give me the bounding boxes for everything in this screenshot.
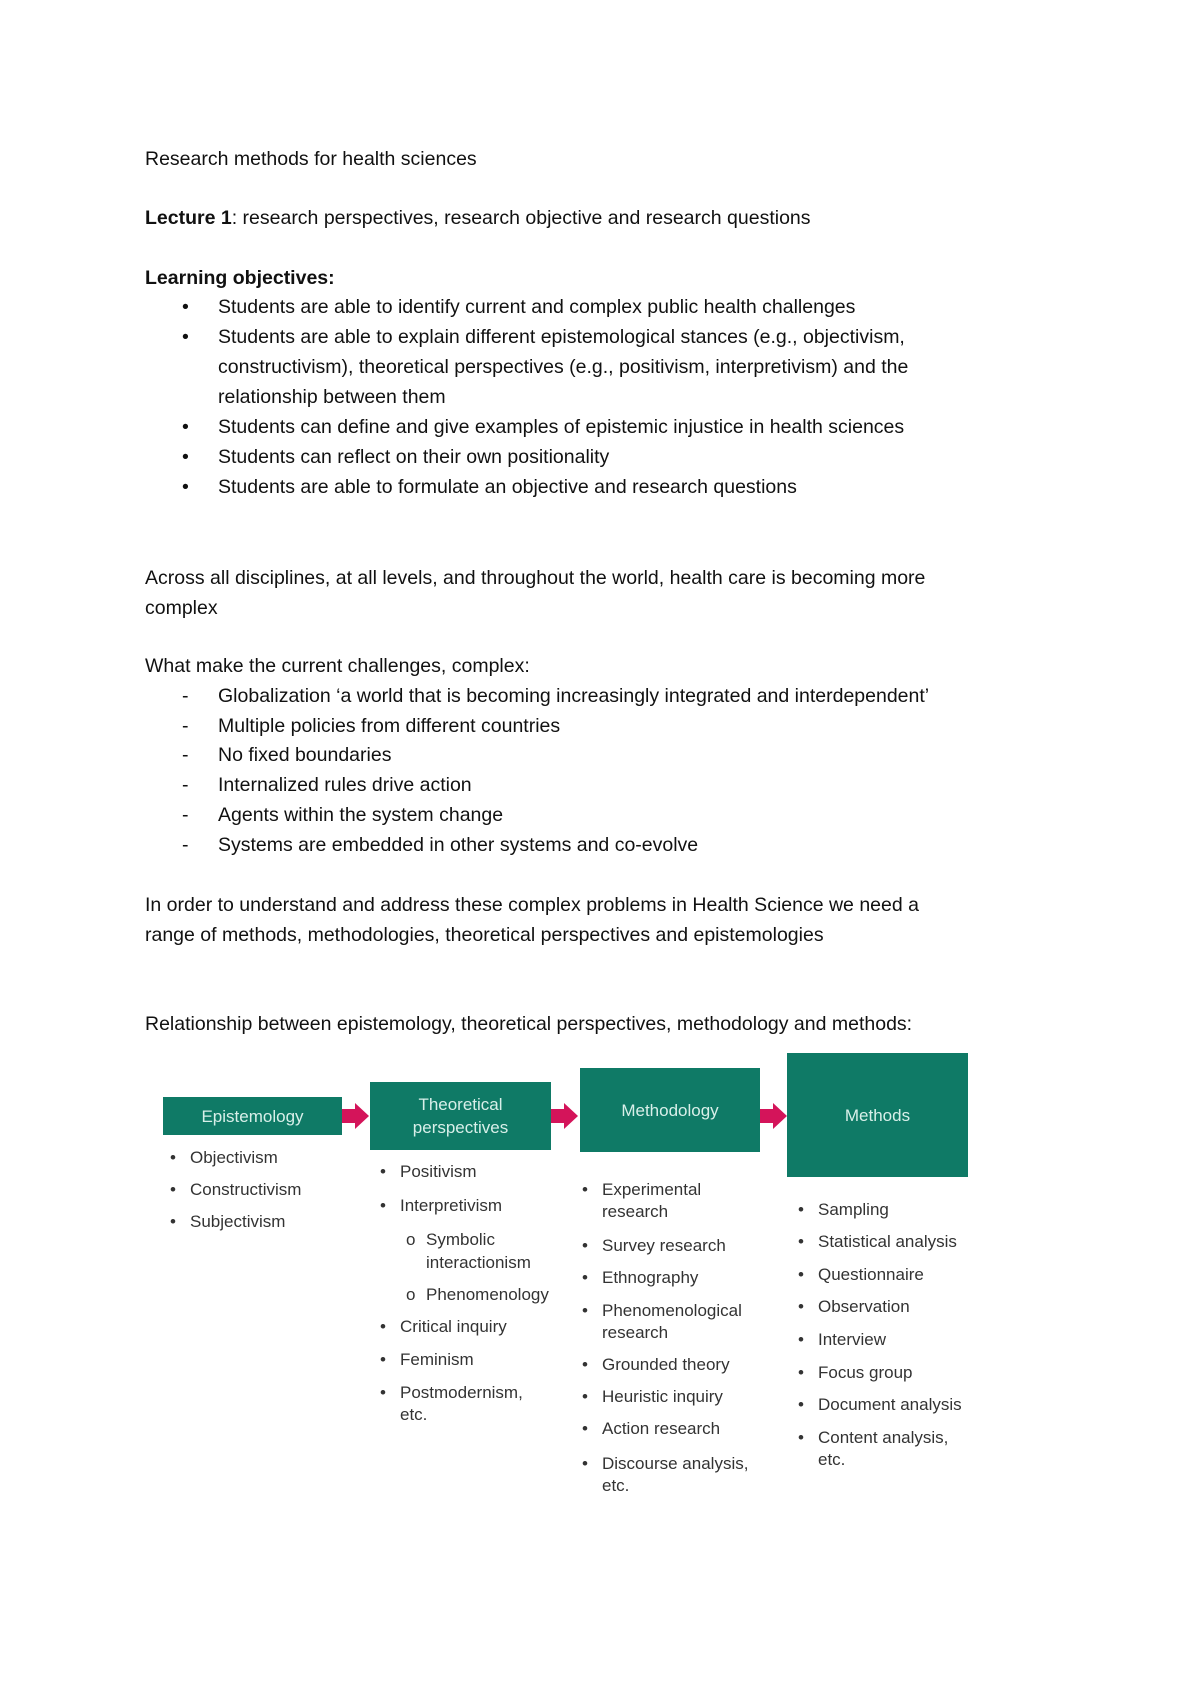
bullet-icon: •	[582, 1454, 588, 1473]
bullet-icon: •	[798, 1297, 804, 1316]
objective-item: Students can define and give examples of epistemic injustice in health sciences	[218, 416, 905, 438]
bullet-icon: •	[798, 1363, 804, 1382]
diagram-item-text: Postmodernism,	[400, 1383, 523, 1402]
bullet-icon: •	[380, 1350, 386, 1369]
objective-item: Students are able to identify current and complex public health challenges	[218, 296, 856, 318]
paragraph-line: In order to understand and address these complex problems in Health Science we need a	[145, 894, 919, 916]
diagram-list-item	[582, 1453, 749, 1475]
diagram-list-item	[380, 1161, 477, 1183]
diagram-item-text: Heuristic inquiry	[602, 1387, 723, 1406]
diagram-item-text: Objectivism	[190, 1148, 278, 1167]
diagram-item-text: Subjectivism	[190, 1212, 286, 1231]
bullet-icon: •	[182, 446, 189, 468]
diagram-item-text: Phenomenology	[426, 1285, 549, 1304]
diagram-list-item	[380, 1195, 503, 1217]
objective-item: Students are able to explain different epistemological stances (e.g., objectivism,	[218, 326, 905, 348]
bullet-icon: •	[798, 1395, 804, 1414]
diagram-list-item	[798, 1199, 889, 1221]
diagram-item-text: Ethnography	[602, 1268, 699, 1287]
diagram-list-item	[582, 1235, 726, 1257]
diagram-list-item	[582, 1354, 730, 1376]
diagram-list-item	[582, 1386, 723, 1408]
diagram-list-item	[798, 1264, 924, 1286]
objective-item: Students can reflect on their own positionality	[218, 446, 610, 468]
paragraph-line: complex	[145, 597, 218, 619]
diagram-item-text: Critical inquiry	[400, 1317, 507, 1336]
bullet-icon: •	[798, 1265, 804, 1284]
bullet-icon: •	[170, 1212, 176, 1231]
objective-item-cont: relationship between them	[218, 386, 446, 408]
diagram-item-text: Symbolic	[426, 1230, 495, 1249]
diagram-list-item	[426, 1252, 531, 1274]
bullet-icon: •	[182, 416, 189, 438]
challenge-item: Agents within the system change	[218, 804, 504, 826]
relationship-heading: Relationship between epistemology, theoretical perspectives, methodology and methods:	[145, 1013, 913, 1035]
diagram-item-text: Sampling	[818, 1200, 889, 1219]
bullet-icon: •	[182, 476, 189, 498]
diagram-item-text: Discourse analysis,	[602, 1454, 749, 1473]
objectives-heading: Learning objectives:	[145, 267, 335, 289]
diagram-list-item	[818, 1449, 845, 1471]
diagram-item-text: etc.	[602, 1476, 630, 1495]
lecture-label: Lecture 1	[145, 207, 232, 229]
diagram-list-item	[380, 1316, 507, 1338]
bullet-icon: •	[182, 326, 189, 348]
bullet-icon: •	[380, 1317, 386, 1336]
bullet-icon: •	[182, 296, 189, 318]
diagram-list-item	[380, 1382, 523, 1404]
diagram-item-text: Phenomenological	[602, 1301, 742, 1320]
bullet-icon: •	[380, 1196, 386, 1215]
diagram-list-item	[602, 1201, 668, 1223]
doc-title: Research methods for health sciences	[145, 148, 477, 170]
diagram-item-text: research	[602, 1202, 669, 1221]
dash-icon: -	[182, 685, 189, 707]
challenge-item: Globalization ‘a world that is becoming increasingly integrated and interdependent’	[218, 685, 930, 707]
diagram-list-item	[170, 1211, 286, 1233]
diagram-item-text: Document analysis	[818, 1395, 962, 1414]
diagram-item-text: Grounded theory	[602, 1355, 730, 1374]
bullet-icon: •	[380, 1162, 386, 1181]
bullet-icon: •	[380, 1383, 386, 1402]
theoretical-box	[370, 1082, 551, 1150]
bullet-icon: •	[582, 1355, 588, 1374]
bullet-icon: •	[798, 1330, 804, 1349]
bullet-icon: •	[582, 1268, 588, 1287]
diagram-item-text: research	[602, 1323, 669, 1342]
diagram-list-item	[798, 1394, 962, 1416]
bullet-icon: •	[798, 1232, 804, 1251]
diagram-list-item	[406, 1284, 549, 1306]
diagram-list-item	[582, 1267, 699, 1289]
challenges-heading: What make the current challenges, complex:	[145, 655, 530, 677]
box-title-line: Theoretical	[418, 1095, 503, 1114]
diagram-item-text: Questionnaire	[818, 1265, 924, 1284]
diagram-list-item	[798, 1427, 949, 1449]
diagram-list-item	[602, 1475, 629, 1497]
diagram-item-text: Action research	[602, 1419, 721, 1438]
paragraph-line: Across all disciplines, at all levels, and throughout the world, health care is becoming more	[145, 567, 926, 589]
dash-icon: -	[182, 804, 189, 826]
bullet-icon: •	[582, 1387, 588, 1406]
dash-icon: -	[182, 715, 189, 737]
diagram-list-item	[380, 1349, 474, 1371]
lecture-line	[145, 203, 811, 233]
diagram-list-item	[798, 1231, 957, 1253]
diagram-list-item	[798, 1362, 913, 1384]
bullet-icon: •	[170, 1180, 176, 1199]
bullet-icon: •	[582, 1180, 588, 1199]
methods-box: Methods	[787, 1053, 968, 1177]
methodology-box: Methodology	[580, 1068, 760, 1152]
bullet-icon: •	[170, 1148, 176, 1167]
diagram-list-item	[170, 1179, 302, 1201]
objective-item-cont: constructivism), theoretical perspectives (e.g., positivism, interpretivism) and the	[218, 356, 909, 378]
diagram-list-item	[406, 1229, 495, 1251]
diagram-item-text: Statistical analysis	[818, 1232, 957, 1251]
bullet-icon: •	[582, 1301, 588, 1320]
box-title-line: perspectives	[412, 1118, 509, 1137]
diagram-item-text: Positivism	[400, 1162, 477, 1181]
diagram-item-text: Interpretivism	[400, 1196, 503, 1215]
bullet-icon: •	[798, 1428, 804, 1447]
bullet-icon: •	[582, 1419, 588, 1438]
diagram-list-item	[602, 1322, 668, 1344]
diagram-item-text: Survey research	[602, 1236, 726, 1255]
diagram-list-item	[798, 1329, 887, 1351]
diagram-item-text: interactionism	[426, 1253, 531, 1272]
objective-item: Students are able to formulate an objective and research questions	[218, 476, 797, 498]
dash-icon: -	[182, 774, 189, 796]
circle-bullet-icon: o	[406, 1230, 416, 1249]
challenge-item: Internalized rules drive action	[218, 774, 472, 796]
diagram-item-text: Focus group	[818, 1363, 913, 1382]
diagram-list-item	[582, 1179, 702, 1201]
diagram-item-text: etc.	[818, 1450, 846, 1469]
diagram-item-text: Constructivism	[190, 1180, 302, 1199]
dash-icon: -	[182, 834, 189, 856]
diagram-list-item	[400, 1404, 427, 1426]
epistemology-box: Epistemology	[163, 1097, 342, 1135]
diagram-item-text: Observation	[818, 1297, 910, 1316]
circle-bullet-icon: o	[406, 1285, 416, 1304]
diagram-list-item	[582, 1300, 742, 1322]
bullet-icon: •	[798, 1200, 804, 1219]
diagram-item-text: Content analysis,	[818, 1428, 949, 1447]
challenge-item: Systems are embedded in other systems and co-evolve	[218, 834, 699, 856]
bullet-icon: •	[582, 1236, 588, 1255]
lecture-text: : research perspectives, research objective and research questions	[231, 207, 811, 229]
diagram-item-text: Interview	[818, 1330, 887, 1349]
diagram-list-item	[798, 1296, 910, 1318]
paragraph-line: range of methods, methodologies, theoretical perspectives and epistemologies	[145, 924, 824, 946]
diagram-item-text: Experimental	[602, 1180, 702, 1199]
challenge-item: No fixed boundaries	[218, 744, 392, 766]
diagram-item-text: Feminism	[400, 1350, 474, 1369]
diagram-list-item	[582, 1418, 721, 1440]
dash-icon: -	[182, 744, 189, 766]
diagram-list-item	[170, 1147, 278, 1169]
challenge-item: Multiple policies from different countries	[218, 715, 561, 737]
diagram-item-text: etc.	[400, 1405, 428, 1424]
